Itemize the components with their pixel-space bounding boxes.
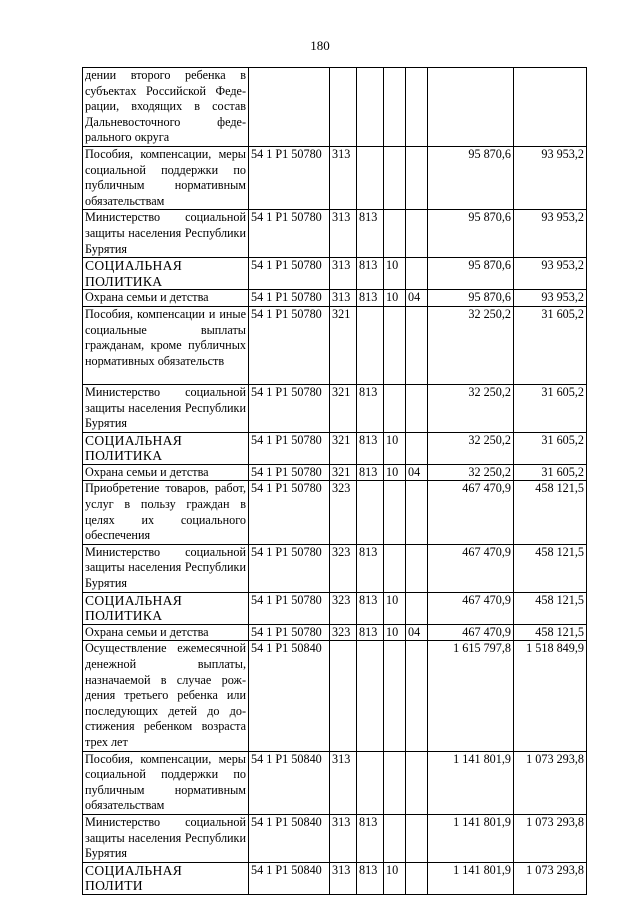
amount-year-2-cell — [514, 384, 587, 432]
section-cell — [384, 624, 406, 641]
expense-type-cell — [330, 68, 357, 147]
row-name-text: дении второго ребенка в субъектах Российской Федерации, входящих в состав Дальневосточного федерального округа — [85, 68, 246, 145]
row-name-cell — [83, 68, 249, 147]
target-article-cell — [249, 862, 330, 894]
ministry-code-text: 813 — [359, 624, 378, 639]
section-cell — [384, 290, 406, 307]
target-article-cell — [249, 544, 330, 592]
table-row — [83, 68, 587, 147]
amount-year-2-text: 1 073 293,8 — [526, 814, 584, 829]
ministry-code-text: 813 — [359, 290, 378, 305]
section-text: 10 — [386, 624, 399, 639]
subsection-cell — [406, 290, 428, 307]
section-cell — [384, 432, 406, 464]
amount-year-2-cell — [514, 624, 587, 641]
expense-type-cell — [330, 751, 357, 814]
amount-year-1-text: 95 870,6 — [468, 290, 511, 305]
amount-year-2-cell — [514, 306, 587, 384]
ministry-code-text: 813 — [359, 862, 378, 877]
expense-type-cell — [330, 624, 357, 641]
subsection-cell — [406, 258, 428, 290]
row-name-cell — [83, 814, 249, 862]
row-name-cell — [83, 210, 249, 258]
table-row — [83, 306, 587, 384]
section-text: 10 — [386, 592, 399, 607]
amount-year-2-cell — [514, 592, 587, 624]
section-cell — [384, 481, 406, 544]
row-name-cell — [83, 464, 249, 481]
subsection-cell — [406, 210, 428, 258]
target-article-cell — [249, 592, 330, 624]
amount-year-1-text: 1 141 801,9 — [453, 862, 511, 877]
ministry-code-text: 813 — [359, 544, 378, 559]
row-name-text: СОЦИАЛЬНАЯ ПОЛИТИ — [85, 862, 183, 894]
budget-table-body — [83, 68, 587, 895]
table-row — [83, 432, 587, 464]
ministry-code-text: 813 — [359, 384, 378, 399]
expense-type-text: 313 — [332, 258, 351, 273]
ministry-code-cell — [357, 624, 384, 641]
target-article-cell — [249, 624, 330, 641]
amount-year-2-text: 458 121,5 — [535, 624, 584, 639]
expense-type-cell — [330, 464, 357, 481]
amount-year-1-cell — [428, 641, 514, 751]
target-article-cell — [249, 146, 330, 209]
amount-year-1-cell — [428, 146, 514, 209]
subsection-cell — [406, 751, 428, 814]
section-cell — [384, 641, 406, 751]
section-cell — [384, 592, 406, 624]
amount-year-2-cell — [514, 68, 587, 147]
section-cell — [384, 68, 406, 147]
target-article-text: 54 1 P1 50780 — [251, 258, 322, 273]
section-cell — [384, 544, 406, 592]
subsection-cell — [406, 624, 428, 641]
ministry-code-cell — [357, 384, 384, 432]
amount-year-2-text: 458 121,5 — [535, 544, 584, 559]
expense-type-cell — [330, 432, 357, 464]
amount-year-1-cell — [428, 862, 514, 894]
amount-year-1-cell — [428, 751, 514, 814]
table-row — [83, 210, 587, 258]
target-article-text: 54 1 P1 50780 — [251, 464, 322, 479]
row-name-cell — [83, 306, 249, 384]
expense-type-text: 313 — [332, 751, 351, 766]
expense-type-text: 321 — [332, 432, 351, 447]
expense-type-cell — [330, 384, 357, 432]
target-article-text: 54 1 P1 50780 — [251, 481, 322, 496]
amount-year-1-cell — [428, 481, 514, 544]
row-name-text: Министерство социальной защиты населения Республики Бурятия — [85, 384, 246, 431]
amount-year-1-text: 467 470,9 — [462, 592, 511, 607]
target-article-text: 54 1 P1 50840 — [251, 751, 322, 766]
amount-year-1-cell — [428, 258, 514, 290]
row-name-text: Пособия, компенсации и иные социальные выплаты гражданам, кроме публичных нормативных обязательств — [85, 306, 246, 368]
amount-year-2-cell — [514, 641, 587, 751]
expense-type-text: 313 — [332, 290, 351, 305]
amount-year-1-cell — [428, 68, 514, 147]
amount-year-2-cell — [514, 481, 587, 544]
target-article-text: 54 1 P1 50840 — [251, 862, 322, 877]
ministry-code-cell — [357, 146, 384, 209]
expense-type-text: 323 — [332, 481, 351, 496]
expense-type-text: 313 — [332, 210, 351, 225]
amount-year-2-text: 1 073 293,8 — [526, 751, 584, 766]
target-article-text: 54 1 P1 50780 — [251, 624, 322, 639]
section-cell — [384, 146, 406, 209]
ministry-code-text: 813 — [359, 814, 378, 829]
expense-type-text: 321 — [332, 384, 351, 399]
row-name-cell — [83, 592, 249, 624]
ministry-code-cell — [357, 641, 384, 751]
ministry-code-cell — [357, 210, 384, 258]
amount-year-1-text: 95 870,6 — [468, 146, 511, 161]
amount-year-2-cell — [514, 210, 587, 258]
expense-type-cell — [330, 862, 357, 894]
amount-year-1-text: 32 250,2 — [468, 306, 511, 321]
target-article-text: 54 1 P1 50780 — [251, 432, 322, 447]
row-name-cell — [83, 624, 249, 641]
target-article-text: 54 1 P1 50780 — [251, 384, 322, 399]
section-cell — [384, 258, 406, 290]
budget-table — [82, 67, 587, 895]
subsection-cell — [406, 862, 428, 894]
target-article-text: 54 1 P1 50780 — [251, 146, 322, 161]
amount-year-2-cell — [514, 146, 587, 209]
expense-type-text: 321 — [332, 464, 351, 479]
amount-year-1-text: 1 141 801,9 — [453, 751, 511, 766]
subsection-cell — [406, 641, 428, 751]
amount-year-2-text: 93 953,2 — [541, 290, 584, 305]
amount-year-2-text: 93 953,2 — [541, 210, 584, 225]
amount-year-2-text: 458 121,5 — [535, 481, 584, 496]
row-name-cell — [83, 862, 249, 894]
amount-year-1-cell — [428, 384, 514, 432]
expense-type-text: 313 — [332, 862, 351, 877]
row-name-text: Министерство социальной защиты населения Республики Бурятия — [85, 544, 246, 591]
section-text: 10 — [386, 290, 399, 305]
target-article-cell — [249, 384, 330, 432]
expense-type-cell — [330, 814, 357, 862]
table-row — [83, 592, 587, 624]
ministry-code-text: 813 — [359, 592, 378, 607]
ministry-code-text: 813 — [359, 258, 378, 273]
amount-year-1-text: 32 250,2 — [468, 384, 511, 399]
table-row — [83, 481, 587, 544]
expense-type-cell — [330, 641, 357, 751]
amount-year-1-cell — [428, 210, 514, 258]
ministry-code-cell — [357, 290, 384, 307]
expense-type-text: 323 — [332, 624, 351, 639]
table-row — [83, 751, 587, 814]
expense-type-cell — [330, 258, 357, 290]
amount-year-2-cell — [514, 862, 587, 894]
amount-year-1-text: 467 470,9 — [462, 624, 511, 639]
row-name-cell — [83, 641, 249, 751]
row-name-text: Охрана семьи и детства — [85, 290, 209, 305]
ministry-code-cell — [357, 544, 384, 592]
amount-year-1-text: 32 250,2 — [468, 432, 511, 447]
target-article-cell — [249, 464, 330, 481]
table-row — [83, 814, 587, 862]
ministry-code-text: 813 — [359, 464, 378, 479]
section-cell — [384, 751, 406, 814]
table-row — [83, 641, 587, 751]
ministry-code-cell — [357, 481, 384, 544]
amount-year-1-text: 1 141 801,9 — [453, 814, 511, 829]
row-name-text: Охрана семьи и детства — [85, 464, 209, 479]
target-article-text: 54 1 P1 50780 — [251, 290, 322, 305]
section-cell — [384, 210, 406, 258]
section-text: 10 — [386, 464, 399, 479]
section-cell — [384, 384, 406, 432]
subsection-text: 04 — [408, 464, 421, 479]
amount-year-2-cell — [514, 544, 587, 592]
row-name-text: СОЦИАЛЬНАЯ ПОЛИТИКА — [85, 258, 183, 289]
amount-year-1-text: 1 615 797,8 — [453, 641, 511, 656]
expense-type-text: 313 — [332, 146, 351, 161]
ministry-code-cell — [357, 306, 384, 384]
ministry-code-text: 813 — [359, 432, 378, 447]
target-article-cell — [249, 751, 330, 814]
section-cell — [384, 814, 406, 862]
subsection-text: 04 — [408, 624, 421, 639]
row-name-cell — [83, 544, 249, 592]
amount-year-1-text: 467 470,9 — [462, 544, 511, 559]
amount-year-2-text: 1 518 849,9 — [526, 641, 584, 656]
expense-type-text: 323 — [332, 544, 351, 559]
ministry-code-cell — [357, 751, 384, 814]
target-article-cell — [249, 481, 330, 544]
amount-year-2-cell — [514, 751, 587, 814]
ministry-code-cell — [357, 68, 384, 147]
row-name-cell — [83, 146, 249, 209]
subsection-text: 04 — [408, 290, 421, 305]
section-cell — [384, 464, 406, 481]
page-number: 180 — [310, 38, 330, 53]
row-name-cell — [83, 290, 249, 307]
amount-year-2-cell — [514, 258, 587, 290]
amount-year-2-text: 458 121,5 — [535, 592, 584, 607]
target-article-text: 54 1 P1 50780 — [251, 544, 322, 559]
target-article-text: 54 1 P1 50780 — [251, 306, 322, 321]
row-name-cell — [83, 384, 249, 432]
target-article-cell — [249, 290, 330, 307]
table-row — [83, 624, 587, 641]
subsection-cell — [406, 384, 428, 432]
target-article-cell — [249, 432, 330, 464]
row-name-text: Министерство социальной защиты населения Республики Бурятия — [85, 814, 246, 861]
amount-year-1-text: 467 470,9 — [462, 481, 511, 496]
row-name-text: Министерство социальной защиты населения Республики Бурятия — [85, 210, 246, 256]
subsection-cell — [406, 814, 428, 862]
target-article-cell — [249, 641, 330, 751]
expense-type-text: 313 — [332, 814, 351, 829]
section-text: 10 — [386, 862, 399, 877]
amount-year-1-cell — [428, 290, 514, 307]
section-text: 10 — [386, 258, 399, 273]
amount-year-1-cell — [428, 592, 514, 624]
section-cell — [384, 306, 406, 384]
table-row — [83, 862, 587, 894]
row-name-text: СОЦИАЛЬНАЯ ПОЛИТИКА — [85, 592, 183, 624]
ministry-code-cell — [357, 592, 384, 624]
subsection-cell — [406, 432, 428, 464]
target-article-cell — [249, 210, 330, 258]
target-article-text: 54 1 P1 50780 — [251, 210, 322, 225]
section-text: 10 — [386, 432, 399, 447]
amount-year-2-text: 93 953,2 — [541, 146, 584, 161]
amount-year-1-text: 95 870,6 — [468, 210, 511, 225]
amount-year-2-text: 31 605,2 — [541, 432, 584, 447]
row-name-text: Пособия, компенсации, меры социальной поддержки по публичным нормативным обязательствам — [85, 751, 246, 813]
subsection-cell — [406, 481, 428, 544]
ministry-code-cell — [357, 814, 384, 862]
subsection-cell — [406, 306, 428, 384]
section-cell — [384, 862, 406, 894]
row-name-text: Пособия, компенсации, меры социальной поддержки по публичным нормативным обязательствам — [85, 146, 246, 208]
table-row — [83, 464, 587, 481]
target-article-text: 54 1 P1 50780 — [251, 592, 322, 607]
table-row — [83, 544, 587, 592]
table-row — [83, 290, 587, 307]
ministry-code-cell — [357, 432, 384, 464]
ministry-code-cell — [357, 464, 384, 481]
expense-type-text: 321 — [332, 306, 351, 321]
expense-type-cell — [330, 306, 357, 384]
table-row — [83, 146, 587, 209]
expense-type-cell — [330, 481, 357, 544]
amount-year-2-text: 31 605,2 — [541, 384, 584, 399]
expense-type-cell — [330, 210, 357, 258]
table-row — [83, 258, 587, 290]
row-name-text: Осуществление ежемесячной денежной выплаты, назначаемой в случае рождения третьего ребенка или последующих детей до достижения ребенком возраста трех лет — [85, 641, 246, 749]
row-name-cell — [83, 481, 249, 544]
amount-year-2-cell — [514, 464, 587, 481]
subsection-cell — [406, 544, 428, 592]
expense-type-cell — [330, 146, 357, 209]
target-article-cell — [249, 814, 330, 862]
subsection-cell — [406, 146, 428, 209]
amount-year-2-cell — [514, 432, 587, 464]
amount-year-2-text: 93 953,2 — [541, 258, 584, 273]
amount-year-2-text: 31 605,2 — [541, 306, 584, 321]
subsection-cell — [406, 464, 428, 481]
amount-year-1-text: 32 250,2 — [468, 464, 511, 479]
amount-year-1-cell — [428, 624, 514, 641]
row-name-cell — [83, 258, 249, 290]
target-article-text: 54 1 P1 50840 — [251, 641, 322, 656]
expense-type-cell — [330, 544, 357, 592]
amount-year-1-text: 95 870,6 — [468, 258, 511, 273]
target-article-cell — [249, 258, 330, 290]
amount-year-1-cell — [428, 306, 514, 384]
amount-year-2-text: 31 605,2 — [541, 464, 584, 479]
amount-year-1-cell — [428, 544, 514, 592]
row-name-cell — [83, 432, 249, 464]
row-name-text: СОЦИАЛЬНАЯ ПОЛИТИКА — [85, 432, 183, 464]
amount-year-1-cell — [428, 432, 514, 464]
target-article-cell — [249, 68, 330, 147]
expense-type-text: 323 — [332, 592, 351, 607]
amount-year-2-text: 1 073 293,8 — [526, 862, 584, 877]
target-article-text: 54 1 P1 50840 — [251, 814, 322, 829]
expense-type-cell — [330, 290, 357, 307]
amount-year-1-cell — [428, 814, 514, 862]
ministry-code-cell — [357, 258, 384, 290]
table-row — [83, 384, 587, 432]
row-name-text: Приобретение товаров, работ, услуг в пользу граждан в целях их социального обеспечения — [85, 481, 246, 543]
amount-year-2-cell — [514, 814, 587, 862]
ministry-code-text: 813 — [359, 210, 378, 225]
amount-year-2-cell — [514, 290, 587, 307]
ministry-code-cell — [357, 862, 384, 894]
target-article-cell — [249, 306, 330, 384]
subsection-cell — [406, 592, 428, 624]
row-name-cell — [83, 751, 249, 814]
amount-year-1-cell — [428, 464, 514, 481]
subsection-cell — [406, 68, 428, 147]
row-name-text: Охрана семьи и детства — [85, 624, 209, 639]
expense-type-cell — [330, 592, 357, 624]
